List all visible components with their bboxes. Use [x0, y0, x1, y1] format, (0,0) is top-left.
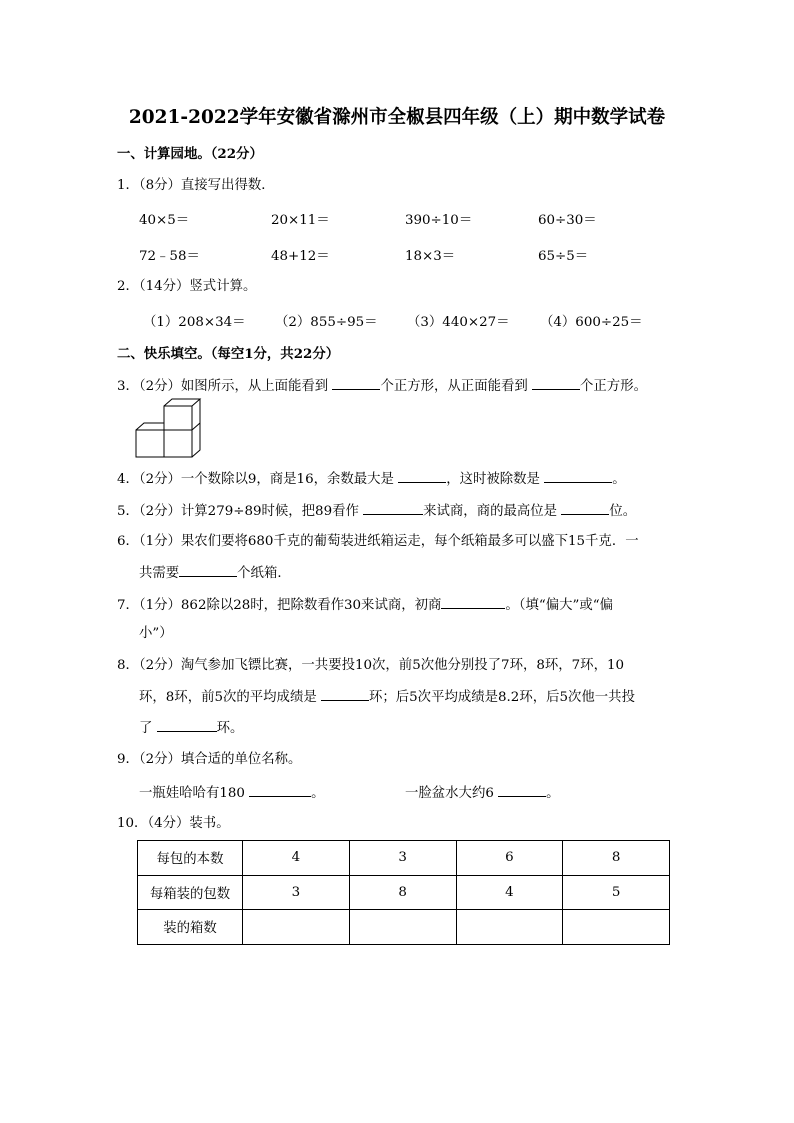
- table-cell: 4: [243, 841, 350, 876]
- question-9-text: 一脸盆水大约6: [405, 786, 499, 801]
- question-8-line-1: 8．（2分）淘气参加飞镖比赛，一共要投10次，前5次他分别投了7环，8环，7环，10: [117, 658, 624, 673]
- question-7-line-1: [117, 595, 613, 615]
- question-7-line-2: 小”）: [139, 626, 173, 641]
- answer-blank[interactable]: [179, 563, 237, 577]
- question-1-stem: 1．（8分）直接写出得数．: [117, 178, 275, 193]
- answer-cell[interactable]: [563, 910, 670, 945]
- answer-blank[interactable]: [332, 376, 380, 390]
- question-7-text: 。（填“偏大”或“偏: [505, 598, 613, 613]
- question-9-text: 。: [311, 786, 325, 801]
- question-9-left: [139, 783, 325, 803]
- cube-face: [164, 430, 192, 457]
- table-cell: 3: [243, 875, 350, 910]
- calc-item: 40×5＝: [139, 213, 190, 228]
- question-5: [117, 501, 636, 521]
- answer-cell[interactable]: [349, 910, 456, 945]
- question-3-text: 3．（2分）如图所示，从上面能看到: [117, 379, 333, 394]
- calc-item: 48+12＝: [271, 249, 330, 264]
- question-4-text: 。: [612, 472, 626, 487]
- question-8-text: 环；后5次平均成绩是8.2环，后5次他一共投: [368, 690, 635, 705]
- table-cell: 4: [456, 875, 563, 910]
- question-8-line-2: [139, 687, 635, 707]
- question-2-stem: 2．（14分）竖式计算。: [117, 279, 257, 294]
- page-title: 2021-2022学年安徽省滁州市全椒县四年级（上）期中数学试卷: [128, 107, 666, 128]
- answer-blank[interactable]: [544, 469, 612, 483]
- answer-blank[interactable]: [249, 783, 311, 797]
- question-9-stem: 9．（2分）填合适的单位名称。: [117, 752, 302, 767]
- question-5-text: 位。: [609, 504, 637, 519]
- answer-blank[interactable]: [441, 595, 505, 609]
- question-6-line-1: 6．（1分）果农们要将680千克的葡萄装进纸箱运走，每个纸箱最多可以盛下15千克．一: [117, 534, 639, 549]
- cube-edge: [136, 423, 164, 430]
- question-8-text: 环，8环，前5次的平均成绩是: [139, 690, 321, 705]
- calc-item: 65÷5＝: [538, 249, 589, 264]
- answer-blank[interactable]: [157, 718, 217, 732]
- calc-item: 72﹣58＝: [139, 249, 200, 264]
- vertical-calc-item: （3）440×27＝: [407, 315, 510, 330]
- vertical-calc-item: （1）208×34＝: [143, 315, 246, 330]
- table-row-label: 每包的本数: [138, 841, 243, 876]
- cube-edge: [192, 399, 200, 457]
- cube-face: [164, 406, 192, 430]
- question-3: [117, 376, 647, 396]
- question-9-text: 。: [546, 786, 560, 801]
- calc-item: 390÷10＝: [405, 213, 473, 228]
- answer-cell[interactable]: [243, 910, 350, 945]
- answer-cell[interactable]: [456, 910, 563, 945]
- question-4: [117, 469, 626, 489]
- question-7-text: 7．（1分）862除以28时，把除数看作30来试商，初商: [117, 598, 442, 613]
- cube-edge: [192, 423, 200, 430]
- question-6-text: 个纸箱．: [237, 566, 291, 581]
- question-5-text: 5．（2分）计算279÷89时候，把89看作: [117, 504, 364, 519]
- answer-blank[interactable]: [363, 501, 423, 515]
- question-3-text: 个正方形，从正面能看到: [380, 379, 533, 394]
- calc-item: 18×3＝: [405, 249, 456, 264]
- question-8-line-3: [139, 718, 243, 738]
- table-cell: 3: [349, 841, 456, 876]
- answer-blank[interactable]: [561, 501, 609, 515]
- section-heading-1: 一、计算园地。（22分）: [117, 146, 263, 162]
- table-cell: 5: [563, 875, 670, 910]
- table-row: [138, 875, 670, 910]
- calc-item: 60÷30＝: [538, 213, 597, 228]
- question-4-text: 4．（2分）一个数除以9，商是16，余数最大是: [117, 472, 399, 487]
- answer-blank[interactable]: [398, 469, 446, 483]
- question-9-text: 一瓶娃哈哈有180: [139, 786, 250, 801]
- question-4-text: ，这时被除数是: [446, 472, 545, 487]
- table-cell: 8: [349, 875, 456, 910]
- table-row: [138, 841, 670, 876]
- table-cell: 8: [563, 841, 670, 876]
- vertical-calc-item: （4）600÷25＝: [540, 315, 643, 330]
- question-8-text: 环。: [216, 721, 244, 736]
- cube-figure: [134, 398, 204, 460]
- question-3-text: 个正方形。: [580, 379, 647, 394]
- question-10-stem: 10．（4分）装书。: [117, 816, 230, 831]
- table-row-label: 每箱装的包数: [138, 875, 243, 910]
- section-heading-2: 二、快乐填空。（每空1分，共22分）: [117, 346, 340, 362]
- cube-edge: [164, 399, 200, 406]
- table-row: [138, 910, 670, 945]
- question-6-line-2: [139, 563, 291, 583]
- question-8-text: 了: [139, 721, 157, 736]
- calc-item: 20×11＝: [271, 213, 330, 228]
- table-cell: 6: [456, 841, 563, 876]
- answer-blank[interactable]: [532, 376, 580, 390]
- packing-table: [137, 840, 670, 945]
- question-5-text: 来试商，商的最高位是: [423, 504, 562, 519]
- question-9-right: [405, 783, 560, 803]
- question-6-text: 共需要: [139, 566, 180, 581]
- cube-face: [136, 430, 164, 457]
- answer-blank[interactable]: [498, 783, 546, 797]
- vertical-calc-item: （2）855÷95＝: [275, 315, 378, 330]
- answer-blank[interactable]: [321, 687, 369, 701]
- table-row-label: 装的箱数: [138, 910, 243, 945]
